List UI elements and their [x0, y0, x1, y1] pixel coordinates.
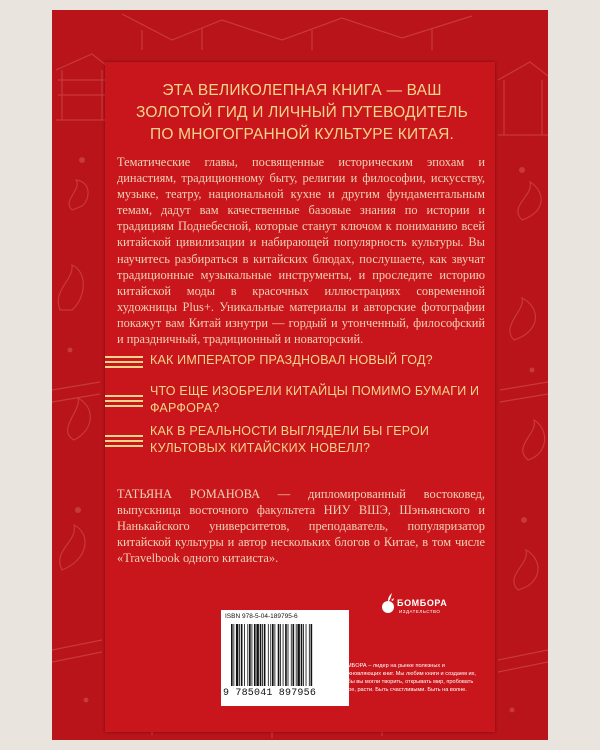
gold-lines-marker: [105, 395, 143, 410]
publisher-name: БОМБОРА: [397, 598, 448, 608]
question-text: КАК ИМПЕРАТОР ПРАЗДНОВАЛ НОВЫЙ ГОД?: [150, 353, 433, 367]
headline: ЭТА ВЕЛИКОЛЕПНАЯ КНИГА — ВАШ ЗОЛОТОЙ ГИД И ЛИЧНЫЙ ПУТЕВОДИТЕЛЬ ПО МНОГОГРАННОЙ КУЛЬТУРЕ КИТАЯ.: [135, 82, 469, 143]
question-text: ЧТО ЕЩЕ ИЗОБРЕЛИ КИТАЙЦЫ ПОМИМО БУМАГИ И ФАРФОРА?: [150, 384, 480, 415]
book-description: Тематические главы, посвященные историческим эпохам и династиям, традиционному быту, религии и философии, искусству, музыке, театру, национальной кухне и другим фундаментальным темам, дадут вам качественные базовые знания по истории и традициям Поднебесной, которые станут ключом к пониманию всей китайской цивилизации и набирающей популярность культуры. Вы научитесь разбираться в китайских блюдах, послушаете, как звучат традиционные музыкальные инструменты, и проследите историю китайской моды в красочных иллюстрациях современной художницы Plus+. Уникальные материалы и авторские фотографии покажут вам Китай изнутри — гордый и утонченный, философский и праздничный, традиционный и новаторский.: [117, 155, 485, 347]
bombora-logo-icon: [379, 592, 397, 614]
isbn-digits: 9 785041 897956: [223, 688, 317, 699]
gold-lines-marker: [105, 356, 143, 371]
barcode-bars: [231, 624, 339, 686]
text-panel: [105, 62, 495, 732]
question-text: КАК В РЕАЛЬНОСТИ ВЫГЛЯДЕЛИ БЫ ГЕРОИ КУЛЬТОВЫХ КИТАЙСКИХ НОВЕЛЛ?: [150, 424, 430, 455]
author-bio: ТАТЬЯНА РОМАНОВА — дипломированный востоковед, выпускница восточного факультета НИУ ВШЭ, Шэньянского и Нанькайского университетов, преподаватель, популяризатор китайской культуры и автор нескольких блогов о Китае, в том числе «Travelbook одного китаиста».: [117, 487, 485, 565]
isbn-barcode: [221, 610, 349, 706]
publisher-description: БОМБОРА – лидер на рынке полезных и вдохновляющих книг. Мы любим книги и создаем их, чтобы вы могли творить, открывать мир, пробовать новое, расти. Быть счастливыми. Быть на волне.: [339, 663, 476, 693]
gold-lines-marker: [105, 435, 143, 450]
isbn-label: ISBN 978-5-04-189795-6: [225, 613, 298, 620]
back-cover: [52, 10, 548, 740]
publisher-subtitle: ИЗДАТЕЛЬСТВО: [399, 609, 441, 614]
